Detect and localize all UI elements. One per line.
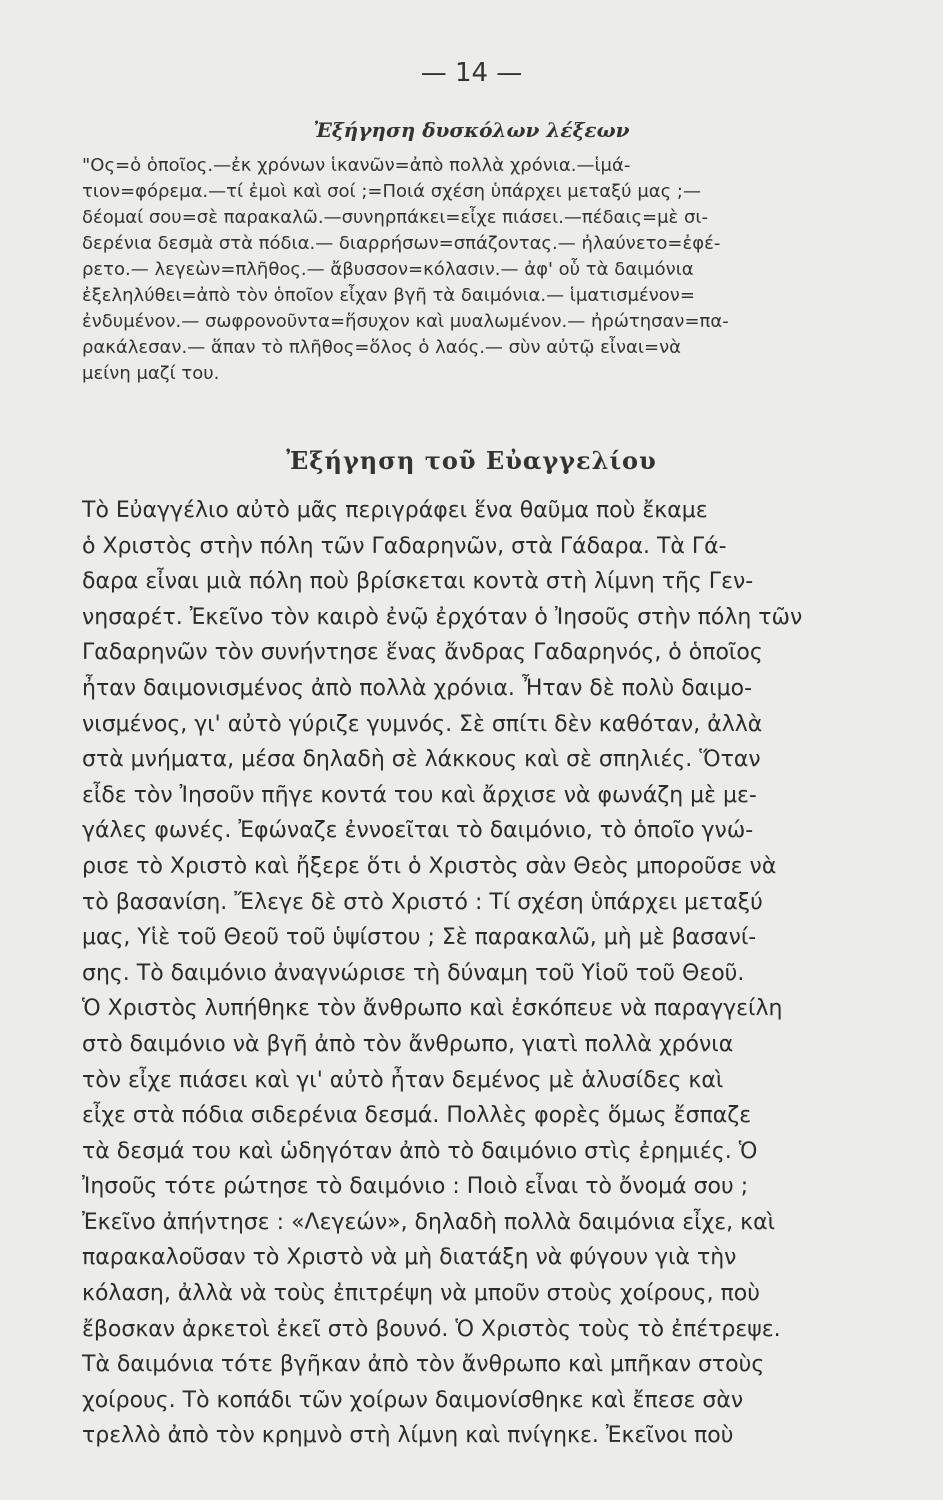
body-line: στὸ δαιμόνιο νὰ βγῆ ἀπὸ τὸν ἄνθρωπο, γιατὶ πολλὰ χρόνια (82, 1031, 734, 1057)
glossary-line: ρετο.— λεγεὼν=πλῆθος.— ἄβυσσον=κόλασιν.— ἀφ' οὗ τὰ δαιμόνια (82, 259, 694, 280)
body-line: εἶχε στὰ πόδια σιδερένια δεσμά. Πολλὲς φορὲς ὅμως ἔσπαζε (82, 1103, 752, 1129)
body-line: νισμένος, γι' αὐτὸ γύριζε γυμνός. Σὲ σπίτι δὲν καθόταν, ἀλλὰ (82, 711, 763, 737)
body-paragraph (82, 493, 922, 1454)
body-line: ὁ Χριστὸς στὴν πόλη τῶν Γαδαρηνῶν, στὰ Γάδαρα. Τὰ Γά- (82, 533, 727, 559)
glossary-line: μείνη μαζί του. (82, 363, 220, 384)
glossary-line: δερένια δεσμὰ στὰ πόδια.— διαρρήσων=σπάζοντας.— ἠλαύνετο=ἐφέ- (82, 233, 721, 254)
glossary-line: τιον=φόρεμα.—τί ἐμοὶ καὶ σοί ;=Ποιά σχέση ὑπάρχει μεταξύ μας ;— (82, 181, 701, 202)
body-line: τὸ βασανίση. Ἔλεγε δὲ στὸ Χριστό : Τί σχέση ὑπάρχει μεταξύ (82, 889, 763, 915)
body-line: Ὁ Χριστὸς λυπήθηκε τὸν ἄνθρωπο καὶ ἐσκόπευε νὰ παραγγείλη (82, 996, 783, 1022)
page-number: — 14 — (420, 58, 523, 88)
glossary-paragraph (82, 153, 922, 387)
glossary-line: ρακάλεσαν.— ἅπαν τὸ πλῆθος=ὅλος ὁ λαός.— σὺν αὐτῷ εἶναι=νὰ (82, 337, 681, 358)
glossary-line: ἐξεληλύθει=ἀπὸ τὸν ὁποῖον εἶχαν βγῆ τὰ δαιμόνια.— ἱματισμένον= (82, 285, 695, 306)
section-heading: Ἐξήγηση τοῦ Εὐαγγελίου (286, 446, 657, 475)
glossary-line: ἐνδυμένον.— σωφρονοῦντα=ἥσυχον καὶ μυαλωμένον.— ἠρώτησαν=πα- (82, 311, 729, 332)
glossary-line: "Ος=ὁ ὁποῖος.—ἐκ χρόνων ἱκανῶν=ἀπὸ πολλὰ χρόνια.—ἱμά- (82, 155, 631, 176)
body-line: εἶδε τὸν Ἰησοῦν πῆγε κοντά του καὶ ἄρχισε νὰ φωνάζη μὲ με- (82, 782, 757, 808)
body-line: σης. Τὸ δαιμόνιο ἀναγνώρισε τὴ δύναμη τοῦ Υἱοῦ τοῦ Θεοῦ. (82, 960, 745, 986)
body-line: δαρα εἶναι μιὰ πόλη ποὺ βρίσκεται κοντὰ στὴ λίμνη τῆς Γεν- (82, 569, 754, 595)
body-line: Ἰησοῦς τότε ρώτησε τὸ δαιμόνιο : Ποιὸ εἶναι τὸ ὄνομά σου ; (82, 1174, 749, 1200)
body-line: τὸν εἶχε πιάσει καὶ γι' αὐτὸ ἦταν δεμένος μὲ ἁλυσίδες καὶ (82, 1067, 724, 1093)
body-line: τρελλὸ ἀπὸ τὸν κρημνὸ στὴ λίμνη καὶ πνίγηκε. Ἐκεῖνοι ποὺ (82, 1423, 734, 1449)
body-line: χοίρους. Τὸ κοπάδι τῶν χοίρων δαιμονίσθηκε καὶ ἔπεσε σὰν (82, 1387, 744, 1413)
body-line: στὰ μνήματα, μέσα δηλαδὴ σὲ λάκκους καὶ σὲ σπηλιές. Ὅταν (82, 747, 761, 773)
body-line: Τὰ δαιμόνια τότε βγῆκαν ἀπὸ τὸν ἄνθρωπο καὶ μπῆκαν στοὺς (82, 1352, 765, 1378)
body-line: Τὸ Εὐαγγέλιο αὐτὸ μᾶς περιγράφει ἕνα θαῦμα ποὺ ἔκαμε (82, 498, 708, 523)
body-line: τὰ δεσμά του καὶ ὡδηγόταν ἀπὸ τὸ δαιμόνιο στὶς ἐρημιές. Ὁ (82, 1138, 758, 1164)
body-line: παρακαλοῦσαν τὸ Χριστὸ νὰ μὴ διατάξη νὰ φύγουν γιὰ τὴν (82, 1245, 737, 1271)
glossary-heading: Ἐξήγηση δυσκόλων λέξεων (313, 118, 630, 142)
body-line: μας, Υἱὲ τοῦ Θεοῦ τοῦ ὑψίστου ; Σὲ παρακαλῶ, μὴ μὲ βασανί- (82, 925, 757, 951)
body-line: ἦταν δαιμονισμένος ἀπὸ πολλὰ χρόνια. Ἦταν δὲ πολὺ δαιμο- (82, 675, 753, 701)
body-line: Γαδαρηνῶν τὸν συνήντησε ἕνας ἄνδρας Γαδαρηνός, ὁ ὁποῖος (82, 640, 763, 666)
body-line: γάλες φωνές. Ἐφώναζε ἐννοεῖται τὸ δαιμόνιο, τὸ ὁποῖο γνώ- (82, 818, 754, 844)
body-line: ἔβοσκαν ἀρκετοὶ ἐκεῖ στὸ βουνό. Ὁ Χριστὸς τοὺς τὸ ἐπέτρεψε. (82, 1316, 781, 1342)
body-line: Ἐκεῖνο ἀπήντησε : «Λεγεών», δηλαδὴ πολλὰ δαιμόνια εἶχε, καὶ (82, 1209, 776, 1235)
body-line: ρισε τὸ Χριστὸ καὶ ἤξερε ὅτι ὁ Χριστὸς σὰν Θεὸς μποροῦσε νὰ (82, 853, 777, 879)
body-line: νησαρέτ. Ἐκεῖνο τὸν καιρὸ ἐνῷ ἐρχόταν ὁ Ἰησοῦς στὴν πόλη τῶν (82, 604, 803, 630)
glossary-line: δέομαί σου=σὲ παρακαλῶ.—συνηρπάκει=εἶχε πιάσει.—πέδαις=μὲ σι- (82, 207, 708, 228)
body-line: κόλαση, ἀλλὰ νὰ τοὺς ἐπιτρέψη νὰ μποῦν στοὺς χοίρους, ποὺ (82, 1281, 760, 1307)
